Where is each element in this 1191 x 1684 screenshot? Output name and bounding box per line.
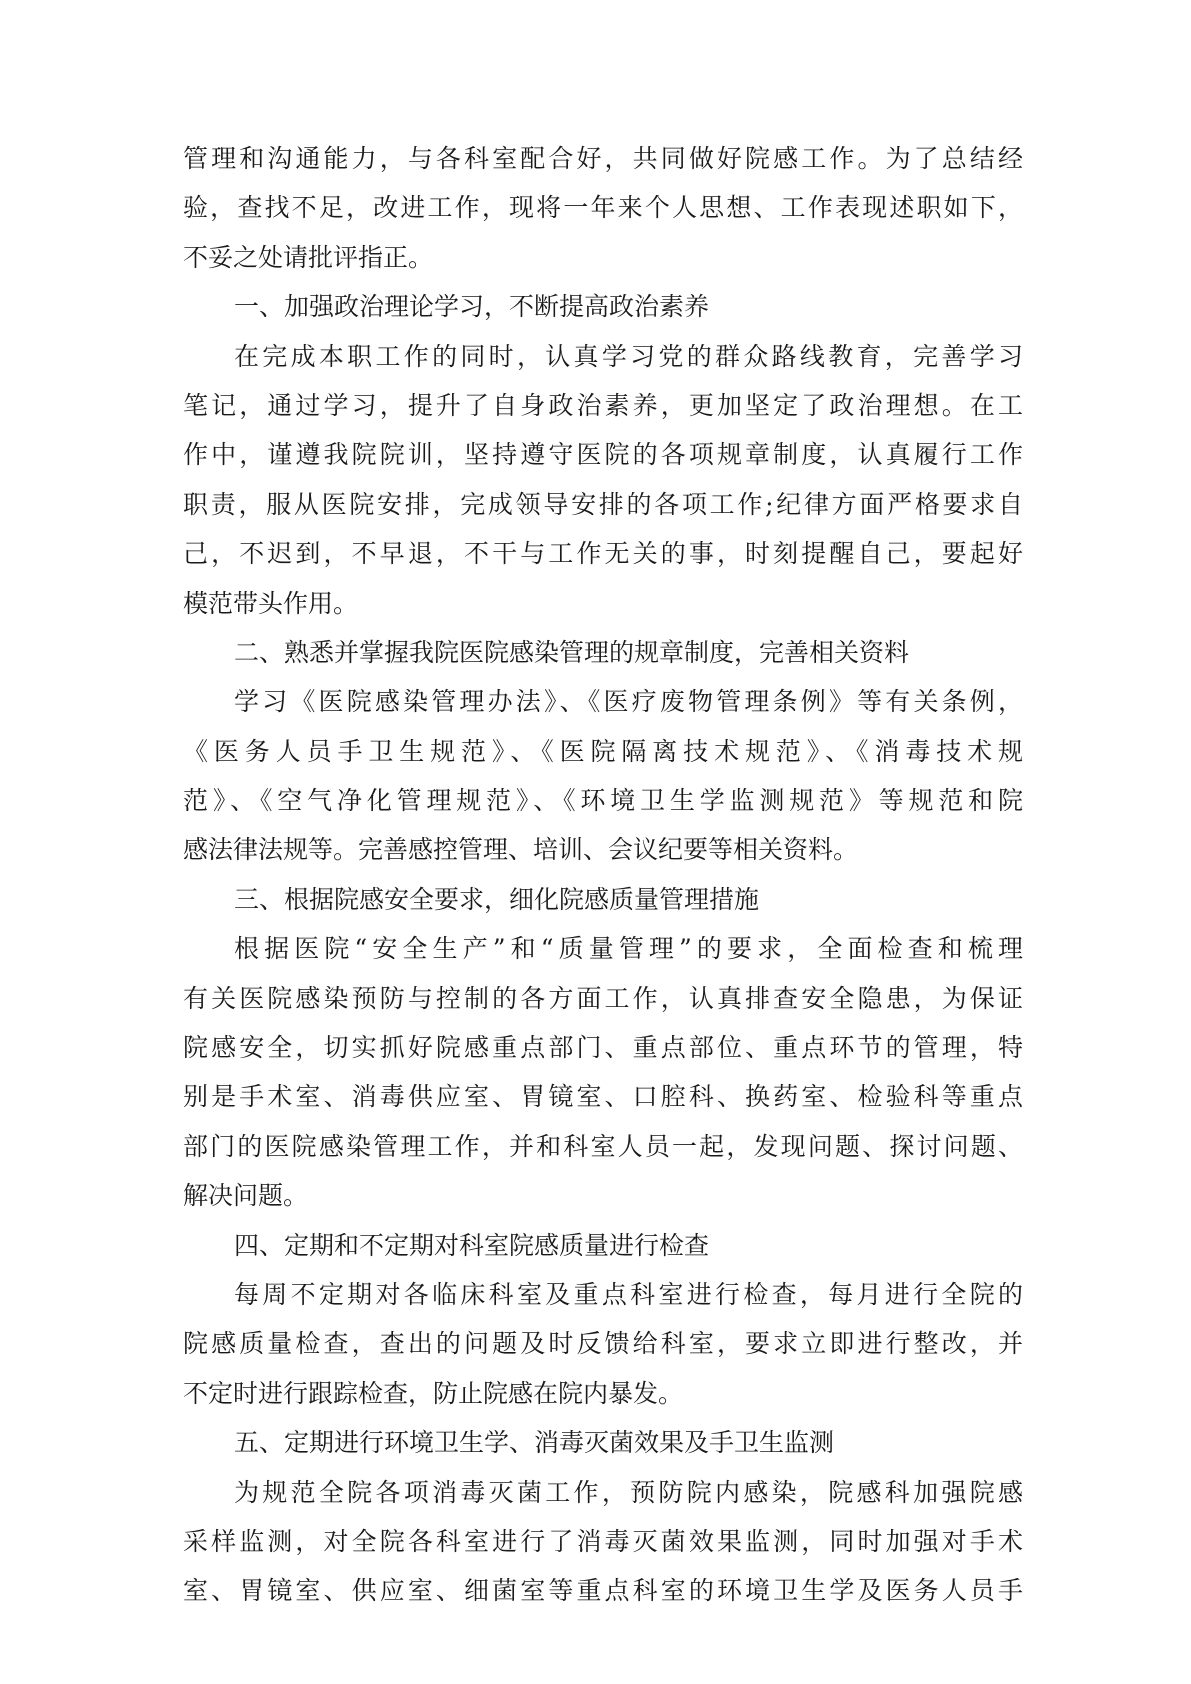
text-line: 每周不定期对各临床科室及重点科室进行检查，每月进行全院的 [234, 1279, 1023, 1309]
text-line: 解决问题。 [183, 1181, 309, 1211]
text-line: 己，不迟到，不早退，不干与工作无关的事，时刻提醒自己，要起好 [183, 539, 1023, 569]
text-line: 范》、《空气净化管理规范》、《环境卫生学监测规范》等规范和院 [183, 786, 1023, 816]
text-line: 验，查找不足，改进工作，现将一年来个人思想、工作表现述职如下， [183, 193, 1023, 223]
text-line: 作中，谨遵我院院训，坚持遵守医院的各项规章制度，认真履行工作 [183, 440, 1023, 470]
text-line: 根据医院“安全生产”和“质量管理”的要求，全面检查和梳理 [234, 934, 1023, 964]
text-line: 部门的医院感染管理工作，并和科室人员一起，发现问题、探讨问题、 [183, 1131, 1023, 1161]
text-line: 院感质量检查，查出的问题及时反馈给科室，要求立即进行整改，并 [183, 1329, 1023, 1359]
text-line: 职责，服从医院安排，完成领导安排的各项工作;纪律方面严格要求自 [183, 489, 1023, 519]
text-line: 有关医院感染预防与控制的各方面工作，认真排查安全隐患，为保证 [183, 983, 1023, 1013]
text-line: 院感安全，切实抓好院感重点部门、重点部位、重点环节的管理，特 [183, 1033, 1023, 1063]
document-body [183, 134, 1023, 1616]
text-line: 不妥之处请批评指正。 [183, 242, 434, 272]
text-line: 采样监测，对全院各科室进行了消毒灭菌效果监测，同时加强对手术 [183, 1526, 1023, 1556]
text-line: 别是手术室、消毒供应室、胃镜室、口腔科、换药室、检验科等重点 [183, 1082, 1023, 1112]
text-line: 四、定期和不定期对科室院感质量进行检查 [234, 1230, 710, 1260]
text-line: 为规范全院各项消毒灭菌工作，预防院内感染，院感科加强院感 [234, 1477, 1023, 1507]
text-line: 室、胃镜室、供应室、细菌室等重点科室的环境卫生学及医务人员手 [183, 1576, 1023, 1606]
text-line: 二、熟悉并掌握我院医院感染管理的规章制度，完善相关资料 [234, 637, 910, 667]
text-line: 学习《医院感染管理办法》、《医疗废物管理条例》等有关条例， [234, 687, 1023, 717]
text-line: 一、加强政治理论学习，不断提高政治素养 [234, 292, 710, 322]
text-line: 三、根据院感安全要求，细化院感质量管理措施 [234, 884, 760, 914]
text-line: 笔记，通过学习，提升了自身政治素养，更加坚定了政治理想。在工 [183, 390, 1023, 420]
text-line: 管理和沟通能力，与各科室配合好，共同做好院感工作。为了总结经 [183, 144, 1023, 173]
text-line: 感法律法规等。完善感控管理、培训、会议纪要等相关资料。 [183, 835, 859, 865]
text-line: 在完成本职工作的同时，认真学习党的群众路线教育，完善学习 [234, 341, 1023, 371]
text-line: 模范带头作用。 [183, 588, 359, 618]
text-line: 《医务人员手卫生规范》、《医院隔离技术规范》、《消毒技术规 [183, 736, 1023, 766]
text-line: 五、定期进行环境卫生学、消毒灭菌效果及手卫生监测 [234, 1428, 835, 1458]
text-line: 不定时进行跟踪检查，防止院感在院内暴发。 [183, 1378, 684, 1408]
